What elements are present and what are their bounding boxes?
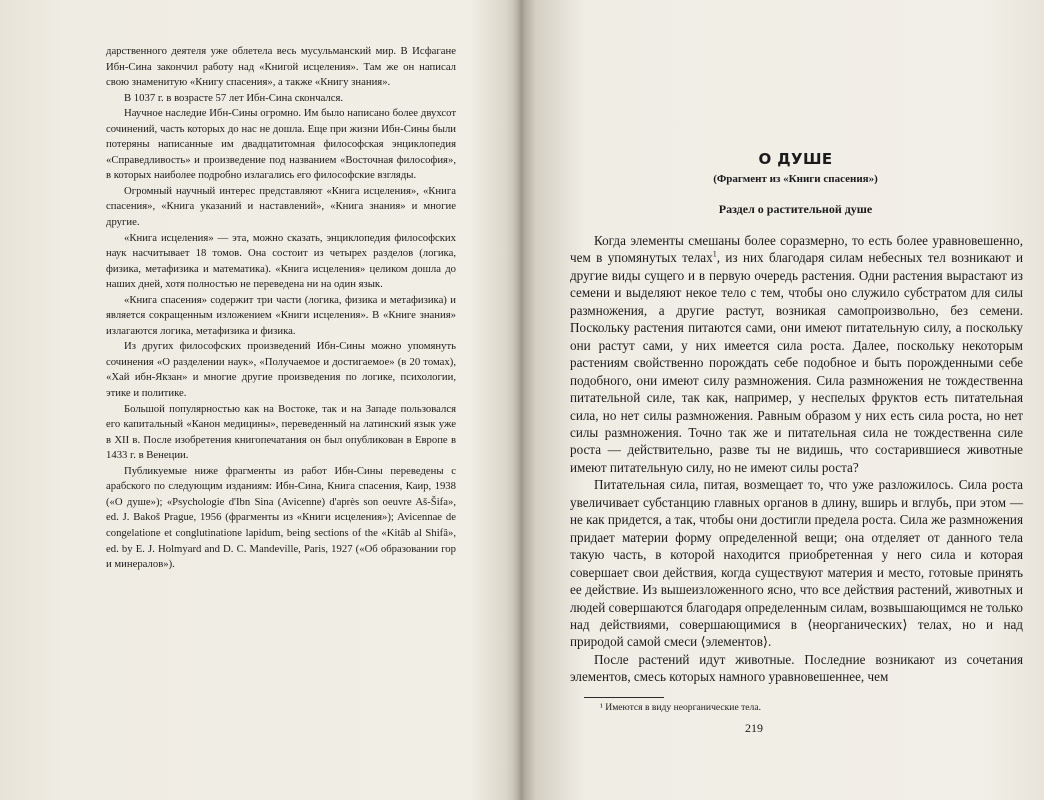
right-paragraph-3: После растений идут животные. Последние возникают из сочетания элементов, смесь которых намного уравновешеннее, чем	[570, 651, 1023, 685]
footnote-rule	[584, 697, 664, 698]
left-paragraph-4: Огромный научный интерес представляют «Книга исцеления», «Книга спасения», «Книга указаний и наставлений», «Книга знания» и многие другие.	[106, 184, 456, 229]
essay-heading	[568, 150, 1023, 185]
footnote-marker: 1	[712, 250, 717, 260]
footnote: ¹ Имеются в виду неорганические тела.	[600, 702, 761, 713]
left-paragraph-3: Научное наследие Ибн-Сины огромно. Им было написано более двухсот сочинений, часть которых до нас не дошла. Еще при жизни Ибн-Сины были потеряны написанные им двадцатитомная философская энциклопедия «Справедливость» и произведение под названием «Восточная философия», в которых наиболее подробно излагались его философские взгляды.	[106, 107, 456, 182]
right-paragraph-1	[570, 232, 1023, 476]
paragraph-text-after-note: , из них благодаря силам небесных тел возникают и другие виды сущего и в первую очередь растения. Одни растения вырастают из семени и выделяют некое тело с тем, чтобы оно служило субстратом для силы размножения, а другие растут, возникая самопроизвольно, без семени. Поскольку растения питаются сами, они имеют питательную силу, а поскольку они растут сами, у них имеется сила роста. Далее, поскольку некоторым растениям свойственно порождать себе подобное и быть порожденными себе подобного, они имеют силу размножения. Сила размножения не тождественна питательной силе, так как, например, у неспелых фруктов есть питательная сила, но нет силы размножения. Равным образом у них есть сила роста, но нет силы размножения. Точно так же и питательная сила не тождественна силе роста — действительно, разве ты не видишь, что состарившиеся животные имеют питательную силу, но не имеют силы роста?	[570, 250, 1023, 475]
right-paragraph-2: Питательная сила, питая, возмещает то, что уже разложилось. Сила роста увеличивает субстанцию главных органов в длину, вширь и вглубь, при этом — не как придется, а так, чтобы они достигли предела роста. Сила же размножения придает материи форму определенной вещи; она отделяет от данного тела такую часть, в которой находится приобретенная у него сила и которая совершает свои действия, когда существуют материя и место, готовые принять ее действие. Из вышеизложенного ясно, что все действия растений, животных и людей совершаются благодаря определенным силам, возвышающимся не только над действиями, совершающимися в ⟨неорганических⟩ телах, но и над природой самой смеси ⟨элементов⟩.	[570, 477, 1023, 650]
page-number: 219	[745, 721, 763, 735]
essay-title: О ДУШЕ	[758, 150, 833, 168]
essay-subtitle: (Фрагмент из «Книги спасения»)	[713, 173, 878, 185]
left-paragraph-1: дарственного деятеля уже облетела весь мусульманский мир. В Исфагане Ибн-Сина закончил работу над «Книгой исцеления». Там же он написал свою знаменитую «Книгу спасения», а также «Книгу знания».	[106, 45, 456, 89]
left-paragraph-5: «Книга исцеления» — эта, можно сказать, энциклопедия философских наук насчитывает 18 томов. Она состоит из четырех разделов (логика, физика, метафизика и математика). «Книга исцеления» целиком дошла до наших дней, хотя полностью не переведена ни на один язык.	[106, 231, 456, 291]
left-paragraph-6: «Книга спасения» содержит три части (логика, физика и метафизика) и является сокращенным изложением «Книги исцеления». В «Книге знания» излагаются логика, метафизика и физика.	[106, 293, 456, 337]
paragraph-text-before-note: Когда элементы смешаны более соразмерно, то есть более уравновешенно, чем в упомянутых телах	[570, 233, 1023, 266]
section-title: Раздел о растительной душе	[718, 202, 873, 216]
left-paragraph-9: Публикуемые ниже фрагменты из работ Ибн-Сины переведены с арабского по следующим изданиям: Ибн-Сина, Книга спасения, Каир, 1938 («О душе»); «Psychologie d'Ibn Sina (Avicenne) d'après son oeuvre Aš-Šifa», ed. J. Bakoš Prague, 1956 (фрагменты из «Книги исцеления»); Avicennae de congelatione et conglutinatione lapidum, being sections of the «Kitâb al Shifâ», ed. by E. J. Holmyard and D. C. Mandeville, Paris, 1927 («Об образовании гор и минералов»).	[106, 464, 456, 571]
left-page	[0, 0, 512, 800]
left-paragraph-8: Большой популярностью как на Востоке, так и на Западе пользовался его капитальный «Канон медицины», переведенный на латинский язык уже в XII в. После изобретения книгопечатания он был опубликован в Европе в 1433 г. в Венеции.	[106, 402, 456, 462]
left-paragraph-2: В 1037 г. в возрасте 57 лет Ибн-Сина скончался.	[124, 91, 344, 104]
left-paragraph-7: Из других философских произведений Ибн-Сины можно упомянуть сочинения «О разделении наук», «Получаемое и достигаемое» (в 20 томах), «Хай ибн-Якзан» и многие другие произведения по логике, психологии, этике и политике.	[106, 340, 456, 400]
right-page-text	[570, 232, 1023, 686]
right-page	[532, 0, 1044, 800]
left-page-text	[106, 44, 456, 573]
